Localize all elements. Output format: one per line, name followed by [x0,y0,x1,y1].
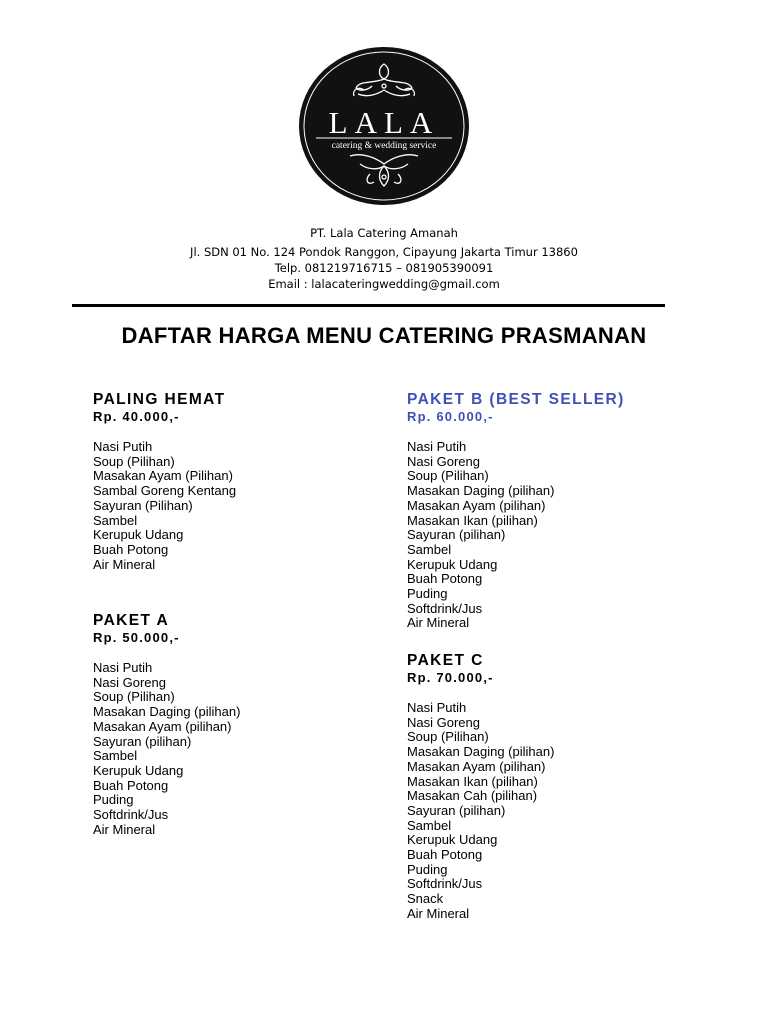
package-price: Rp. 60.000,- [407,409,494,424]
menu-item: Masakan Ayam (Pilihan) [93,468,233,484]
menu-item: Nasi Goreng [407,453,480,469]
menu-item: Softdrink/Jus [93,807,169,823]
menu-item: Puding [407,861,448,877]
menu-item: Masakan Ikan (pilihan) [407,773,538,789]
menu-item: Puding [93,792,134,808]
package-name: PALING HEMAT [93,391,226,408]
page-title: DAFTAR HARGA MENU CATERING PRASMANAN [121,323,647,348]
menu-item: Nasi Goreng [407,714,480,730]
menu-item: Sambel [93,748,138,764]
menu-item: Kerupuk Udang [407,556,498,572]
menu-item: Sayuran (pilihan) [407,802,506,818]
menu-item: Masakan Daging (pilihan) [407,744,555,760]
menu-item: Buah Potong [407,847,483,863]
menu-item: Nasi Goreng [93,674,166,690]
menu-item: Nasi Putih [407,700,467,715]
menu-item: Nasi Putih [93,660,153,675]
menu-item: Soup (Pilihan) [93,453,175,469]
menu-item: Softdrink/Jus [407,876,483,892]
package-paling-hemat [93,391,236,572]
menu-item: Sambel [407,541,452,557]
logo-brand-text: LALA [328,105,440,140]
logo-tagline-text: catering & wedding service [331,141,437,151]
menu-item: Softdrink/Jus [407,600,483,616]
menu-item: Air Mineral [407,615,470,631]
menu-item: Kerupuk Udang [93,527,184,543]
menu-item: Air Mineral [93,556,156,572]
menu-item: Sambel [93,512,138,528]
menu-item: Buah Potong [407,571,483,587]
menu-item: Kerupuk Udang [407,832,498,848]
menu-item: Snack [407,891,444,907]
package-a [93,612,240,837]
menu-item: Nasi Putih [407,439,467,454]
package-name: PAKET A [93,612,170,629]
menu-item: Masakan Daging (pilihan) [93,704,241,720]
menu-list [93,440,236,572]
package-price: Rp. 70.000,- [407,670,494,685]
lala-logo [298,46,470,206]
menu-list [93,661,240,837]
menu-item: Sayuran (Pilihan) [93,497,193,513]
menu-item: Masakan Cah (pilihan) [407,788,538,804]
menu-item: Kerupuk Udang [93,762,184,778]
menu-item: Sayuran (pilihan) [93,733,192,749]
package-b [407,391,625,631]
menu-item: Puding [407,586,448,602]
menu-item: Air Mineral [407,905,470,921]
package-price: Rp. 50.000,- [93,630,180,645]
package-name: PAKET B (BEST SELLER) [407,391,625,408]
package-price: Rp. 40.000,- [93,409,180,424]
menu-item: Nasi Putih [93,439,153,454]
menu-item: Soup (Pilihan) [407,468,489,484]
package-c [407,652,554,922]
menu-item: Buah Potong [93,777,169,793]
menu-list [407,440,625,631]
menu-item: Sambal Goreng Kentang [93,483,237,499]
company-email: Email : lalacateringwedding@gmail.com [268,277,500,291]
menu-item: Buah Potong [93,541,169,557]
company-phone: Telp. 081219716715 – 081905390091 [274,261,494,275]
menu-list [407,701,554,922]
menu-item: Sayuran (pilihan) [407,527,506,543]
company-name: PT. Lala Catering Amanah [310,226,458,240]
menu-item: Masakan Ayam (pilihan) [93,718,232,734]
menu-item: Air Mineral [93,821,156,837]
menu-item: Masakan Daging (pilihan) [407,483,555,499]
menu-item: Masakan Ayam (pilihan) [407,758,546,774]
menu-item: Soup (Pilihan) [93,689,175,705]
menu-item: Masakan Ayam (pilihan) [407,497,546,513]
menu-item: Soup (Pilihan) [407,729,489,745]
package-name: PAKET C [407,652,484,669]
company-address: Jl. SDN 01 No. 124 Pondok Ranggon, Cipayung Jakarta Timur 13860 [190,245,578,259]
menu-item: Masakan Ikan (pilihan) [407,512,538,528]
header-divider [72,304,665,307]
menu-item: Sambel [407,817,452,833]
